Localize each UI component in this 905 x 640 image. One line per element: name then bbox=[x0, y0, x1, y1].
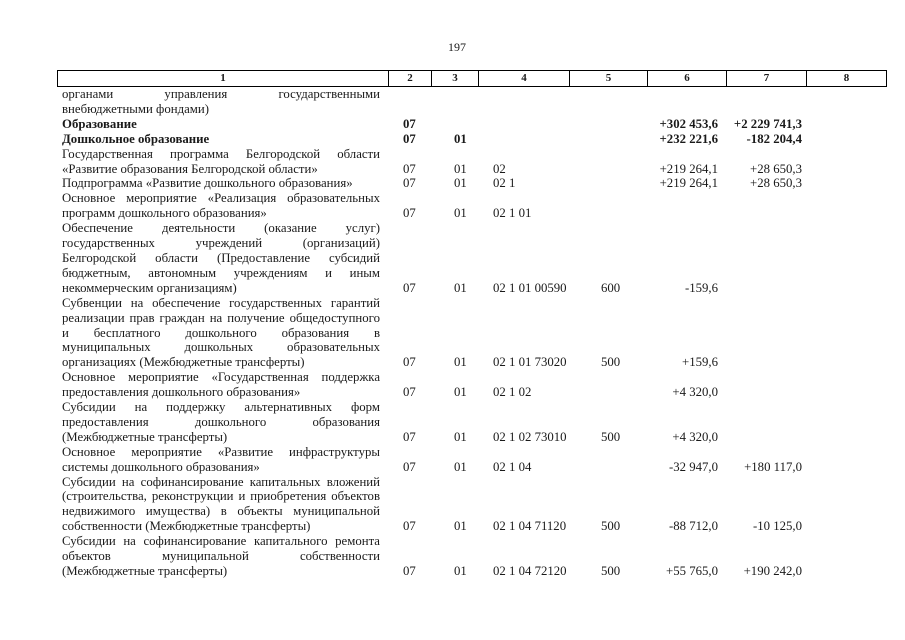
header-cell: 5 bbox=[569, 71, 647, 86]
description-line: и бесплатного дошкольного образования в bbox=[62, 325, 380, 340]
cell-col-5: 600 bbox=[601, 280, 621, 295]
budget-table bbox=[57, 70, 887, 579]
cell-col-5: 500 bbox=[601, 519, 621, 534]
description-line: Основное мероприятие «Государственная поддержка bbox=[62, 370, 380, 385]
row-description bbox=[57, 445, 388, 475]
row-description bbox=[57, 191, 388, 221]
cell-col-4: 02 bbox=[493, 161, 506, 176]
cell-col-7: +190 242,0 bbox=[743, 564, 802, 578]
cell-col-4: 02 1 02 bbox=[493, 385, 532, 400]
description-line: бюджетным, автономным учреждениям и иным bbox=[62, 265, 380, 280]
cell-col-6: +219 264,1 bbox=[659, 161, 718, 176]
description-line: системы дошкольного образования» bbox=[62, 459, 260, 474]
cell-col-7: -182 204,4 bbox=[746, 131, 802, 146]
table-row bbox=[57, 221, 887, 296]
table-row bbox=[57, 132, 887, 147]
description-line: недвижимого имущества) в объекты муниципальной bbox=[62, 504, 380, 519]
description-line: Субсидии на софинансирование капитального ремонта bbox=[62, 534, 380, 549]
cell-col-6: +302 453,6 bbox=[659, 116, 718, 131]
row-description bbox=[57, 296, 388, 371]
description-line: предоставления дошкольного образования» bbox=[62, 385, 301, 400]
cell-col-6: -32 947,0 bbox=[668, 459, 718, 474]
header-cell: 4 bbox=[478, 71, 569, 86]
description-line: (Межбюджетные трансферты) bbox=[62, 429, 228, 444]
cell-col-3: 01 bbox=[454, 176, 467, 191]
description-line: внебюджетными фондами) bbox=[62, 101, 209, 116]
header-cell: 6 bbox=[647, 71, 726, 86]
cell-col-4: 02 1 bbox=[493, 176, 516, 191]
cell-col-3: 01 bbox=[454, 355, 467, 370]
row-description bbox=[57, 475, 388, 535]
cell-col-6: +4 320,0 bbox=[672, 385, 718, 400]
header-cell: 7 bbox=[726, 71, 806, 86]
cell-col-6: -159,6 bbox=[684, 280, 718, 295]
description-line: Обеспечение деятельности (оказание услуг) bbox=[62, 221, 380, 236]
cell-col-2: 07 bbox=[403, 385, 416, 400]
header-cell: 1 bbox=[220, 72, 226, 84]
cell-col-3: 01 bbox=[454, 459, 467, 474]
row-description bbox=[57, 534, 388, 579]
description-line: органами управления государственными bbox=[62, 87, 380, 101]
table-row bbox=[57, 400, 887, 445]
description-line: предоставления дошкольного образования bbox=[62, 414, 380, 429]
table-row bbox=[57, 147, 887, 177]
cell-col-3: 01 bbox=[454, 564, 467, 578]
cell-col-2: 07 bbox=[403, 519, 416, 534]
row-description bbox=[57, 221, 388, 296]
cell-col-6: -88 712,0 bbox=[668, 519, 718, 534]
table-row bbox=[57, 445, 887, 475]
cell-col-4: 02 1 04 72120 bbox=[493, 564, 567, 578]
cell-col-7: +28 650,3 bbox=[749, 161, 802, 176]
cell-col-4: 02 1 04 bbox=[493, 459, 532, 474]
cell-col-7: +28 650,3 bbox=[749, 176, 802, 191]
description-line: программ дошкольного образования» bbox=[62, 206, 267, 221]
cell-col-6: +4 320,0 bbox=[672, 429, 718, 444]
header-cell: 2 bbox=[388, 71, 431, 86]
cell-col-7: -10 125,0 bbox=[752, 519, 802, 534]
row-description bbox=[57, 370, 388, 400]
cell-col-2: 07 bbox=[403, 206, 416, 221]
table-row bbox=[57, 296, 887, 371]
cell-col-2: 07 bbox=[403, 355, 416, 370]
cell-col-2: 07 bbox=[403, 176, 416, 191]
table-row bbox=[57, 475, 887, 535]
description-line: реализации прав граждан на получение общедоступного bbox=[62, 310, 380, 325]
row-description bbox=[57, 176, 388, 191]
cell-col-4: 02 1 01 bbox=[493, 206, 532, 221]
description-line: Субсидии на поддержку альтернативных форм bbox=[62, 400, 380, 415]
description-line: Подпрограмма «Развитие дошкольного образования» bbox=[62, 176, 353, 191]
cell-col-6: +219 264,1 bbox=[659, 176, 718, 191]
cell-col-2: 07 bbox=[403, 564, 416, 578]
page-number: 197 bbox=[448, 40, 466, 54]
cell-col-2: 07 bbox=[403, 459, 416, 474]
table-row bbox=[57, 176, 887, 191]
description-line: Образование bbox=[62, 116, 137, 131]
description-line: (Межбюджетные трансферты) bbox=[62, 564, 228, 578]
description-line: некоммерческим организациям) bbox=[62, 280, 237, 295]
cell-col-6: +159,6 bbox=[681, 355, 718, 370]
table-row bbox=[57, 534, 887, 579]
description-line: Белгородской области (Предоставление субсидий bbox=[62, 250, 380, 265]
description-line: «Развитие образования Белгородской области» bbox=[62, 161, 318, 176]
cell-col-3: 01 bbox=[454, 519, 467, 534]
table-row bbox=[57, 370, 887, 400]
cell-col-3: 01 bbox=[454, 131, 467, 146]
header-cell: 3 bbox=[431, 71, 478, 86]
cell-col-2: 07 bbox=[403, 429, 416, 444]
row-description bbox=[57, 400, 388, 445]
cell-col-6: +55 765,0 bbox=[665, 564, 718, 578]
cell-col-4: 02 1 04 71120 bbox=[493, 519, 567, 534]
row-description bbox=[57, 117, 388, 132]
description-line: объектов муниципальной собственности bbox=[62, 549, 380, 564]
cell-col-3: 01 bbox=[454, 280, 467, 295]
description-line: Основное мероприятие «Развитие инфраструктуры bbox=[62, 444, 380, 459]
table-row bbox=[57, 117, 887, 132]
description-line: (строительства, реконструкции и приобретения объектов bbox=[62, 489, 380, 504]
row-description bbox=[57, 147, 388, 177]
row-description bbox=[57, 132, 388, 147]
cell-col-3: 01 bbox=[454, 161, 467, 176]
header-cell: 8 bbox=[806, 71, 886, 86]
cell-col-5: 500 bbox=[601, 355, 621, 370]
cell-col-2: 07 bbox=[403, 161, 416, 176]
cell-col-5: 500 bbox=[601, 429, 621, 444]
table-row bbox=[57, 191, 887, 221]
cell-col-3: 01 bbox=[454, 429, 467, 444]
table-row bbox=[57, 87, 887, 117]
description-line: государственных учреждений (организаций) bbox=[62, 236, 380, 251]
cell-col-4: 02 1 02 73010 bbox=[493, 429, 567, 444]
description-line: собственности (Межбюджетные трансферты) bbox=[62, 519, 311, 534]
cell-col-5: 500 bbox=[601, 564, 621, 578]
cell-col-7: +180 117,0 bbox=[744, 459, 802, 474]
cell-col-6: +232 221,6 bbox=[659, 131, 718, 146]
cell-col-4: 02 1 01 00590 bbox=[493, 280, 567, 295]
cell-col-3: 01 bbox=[454, 206, 467, 221]
cell-col-7: +2 229 741,3 bbox=[733, 116, 802, 131]
description-line: Дошкольное образование bbox=[62, 131, 210, 146]
row-description bbox=[57, 87, 388, 117]
cell-col-2: 07 bbox=[403, 116, 416, 131]
cell-col-3: 01 bbox=[454, 385, 467, 400]
table-header bbox=[57, 70, 887, 87]
description-line: Субвенции на обеспечение государственных гарантий bbox=[62, 295, 380, 310]
description-line: Государственная программа Белгородской области bbox=[62, 146, 380, 161]
cell-col-4: 02 1 01 73020 bbox=[493, 355, 567, 370]
description-line: организациях (Межбюджетные трансферты) bbox=[62, 355, 305, 370]
cell-col-2: 07 bbox=[403, 131, 416, 146]
description-line: муниципальных дошкольных образовательных bbox=[62, 340, 380, 355]
cell-col-2: 07 bbox=[403, 280, 416, 295]
description-line: Субсидии на софинансирование капитальных вложений bbox=[62, 474, 380, 489]
description-line: Основное мероприятие «Реализация образовательных bbox=[62, 191, 380, 206]
